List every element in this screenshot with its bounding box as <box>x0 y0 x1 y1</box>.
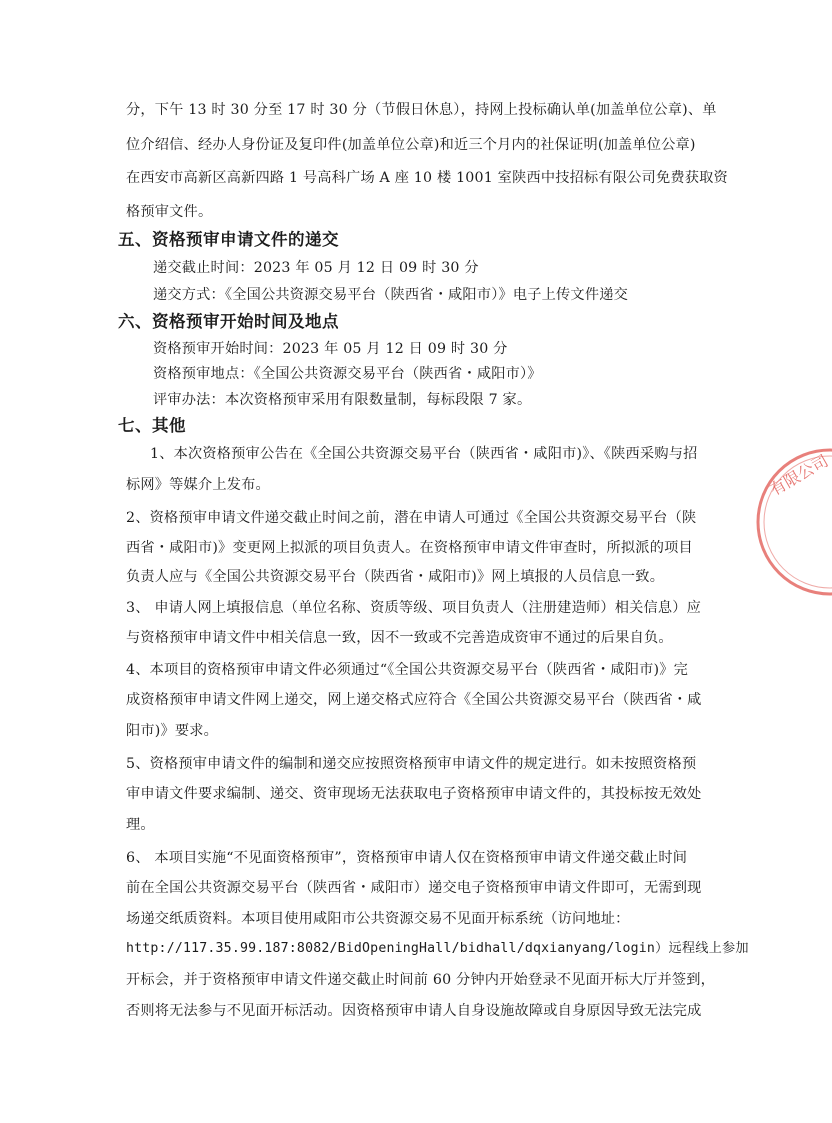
item-line: 否则将无法参与不见面开标活动。因资格预审申请人自身设施故障或自身原因导致无法完成 <box>126 1003 702 1019</box>
item-line: 场递交纸质资料。本项目使用咸阳市公共资源交易不见面开标系统（访问地址： <box>126 911 630 927</box>
prequal-location: 资格预审地点：《全国公共资源交易平台（陕西省・咸阳市）》 <box>153 366 542 382</box>
item-line: 6、 本项目实施“不见面资格预审”，资格预审申请人仅在资格预审申请文件递交截止时间 <box>126 850 688 866</box>
svg-text:有限公司: 有限公司 <box>766 451 832 500</box>
item-line: 前在全国公共资源交易平台（陕西省・咸阳市）递交电子资格预审申请文件即可，无需到现 <box>126 880 702 896</box>
item-line: 理。 <box>126 817 155 833</box>
section-heading: 五、资格预审申请文件的递交 <box>118 230 339 249</box>
item-line: 5、资格预审申请文件的编制和递交应按照资格预审申请文件的规定进行。如未按照资格预 <box>126 756 697 772</box>
paragraph-line: 分，下午 13 时 30 分至 17 时 30 分（节假日休息），持网上投标确认单(加盖单位公章)、单 <box>126 102 717 118</box>
item-line: 4、本项目的资格预审申请文件必须通过“《全国公共资源交易平台（陕西省・咸阳市)》完 <box>126 662 689 678</box>
paragraph-line: 在西安市高新区高新四路 1 号高科广场 A 座 10 楼 1001 室陕西中技招标有限公司免费获取资 <box>126 170 728 186</box>
item-line: 成资格预审申请文件网上递交，网上递交格式应符合《全国公共资源交易平台（陕西省・咸 <box>126 692 702 708</box>
item-line: 1、本次资格预审公告在《全国公共资源交易平台（陕西省・咸阳市)》、《陕西采购与招 <box>150 446 698 462</box>
paragraph-line: 格预审文件。 <box>126 204 213 220</box>
prequal-start-time: 资格预审开始时间：2023 年 05 月 12 日 09 时 30 分 <box>153 341 508 357</box>
submission-deadline: 递交截止时间：2023 年 05 月 12 日 09 时 30 分 <box>153 260 479 276</box>
item-line: 开标会，并于资格预审申请文件递交截止时间前 60 分钟内开始登录不见面开标大厅并签到， <box>126 972 715 988</box>
section-heading: 六、资格预审开始时间及地点 <box>118 312 339 331</box>
paragraph-line: 位介绍信、经办人身份证及复印件(加盖单位公章)和近三个月内的社保证明(加盖单位公章) <box>126 137 696 153</box>
item-line: 西省・咸阳市)》变更网上拟派的项目负责人。在资格预审申请文件审查时，所拟派的项目 <box>126 540 693 556</box>
section-heading: 七、其他 <box>118 416 186 435</box>
submission-method: 递交方式：《全国公共资源交易平台（陕西省・咸阳市）》电子上传文件递交 <box>153 287 628 303</box>
item-line: 3、 申请人网上填报信息（单位名称、资质等级、项目负责人（注册建造师）相关信息）应 <box>126 600 702 616</box>
access-url-line: http://117.35.99.187:8082/BidOpeningHall/bidhall/dqxianyang/login）远程线上参加 <box>126 941 749 956</box>
item-line: 负责人应与《全国公共资源交易平台（陕西省・咸阳市)》网上填报的人员信息一致。 <box>126 569 665 585</box>
company-seal <box>752 432 832 612</box>
review-method: 评审办法：本次资格预审采用有限数量制，每标段限 7 家。 <box>153 392 532 408</box>
item-line: 标网》等媒介上发布。 <box>126 477 270 493</box>
item-line: 审申请文件要求编制、递交、资审现场无法获取电子资格预审申请文件的，其投标按无效处 <box>126 786 702 802</box>
item-line: 2、资格预审申请文件递交截止时间之前，潜在申请人可通过《全国公共资源交易平台（陕 <box>126 510 697 526</box>
item-line: 与资格预审申请文件中相关信息一致，因不一致或不完善造成资审不通过的后果自负。 <box>126 630 673 646</box>
item-line: 阳市)》要求。 <box>126 723 219 739</box>
